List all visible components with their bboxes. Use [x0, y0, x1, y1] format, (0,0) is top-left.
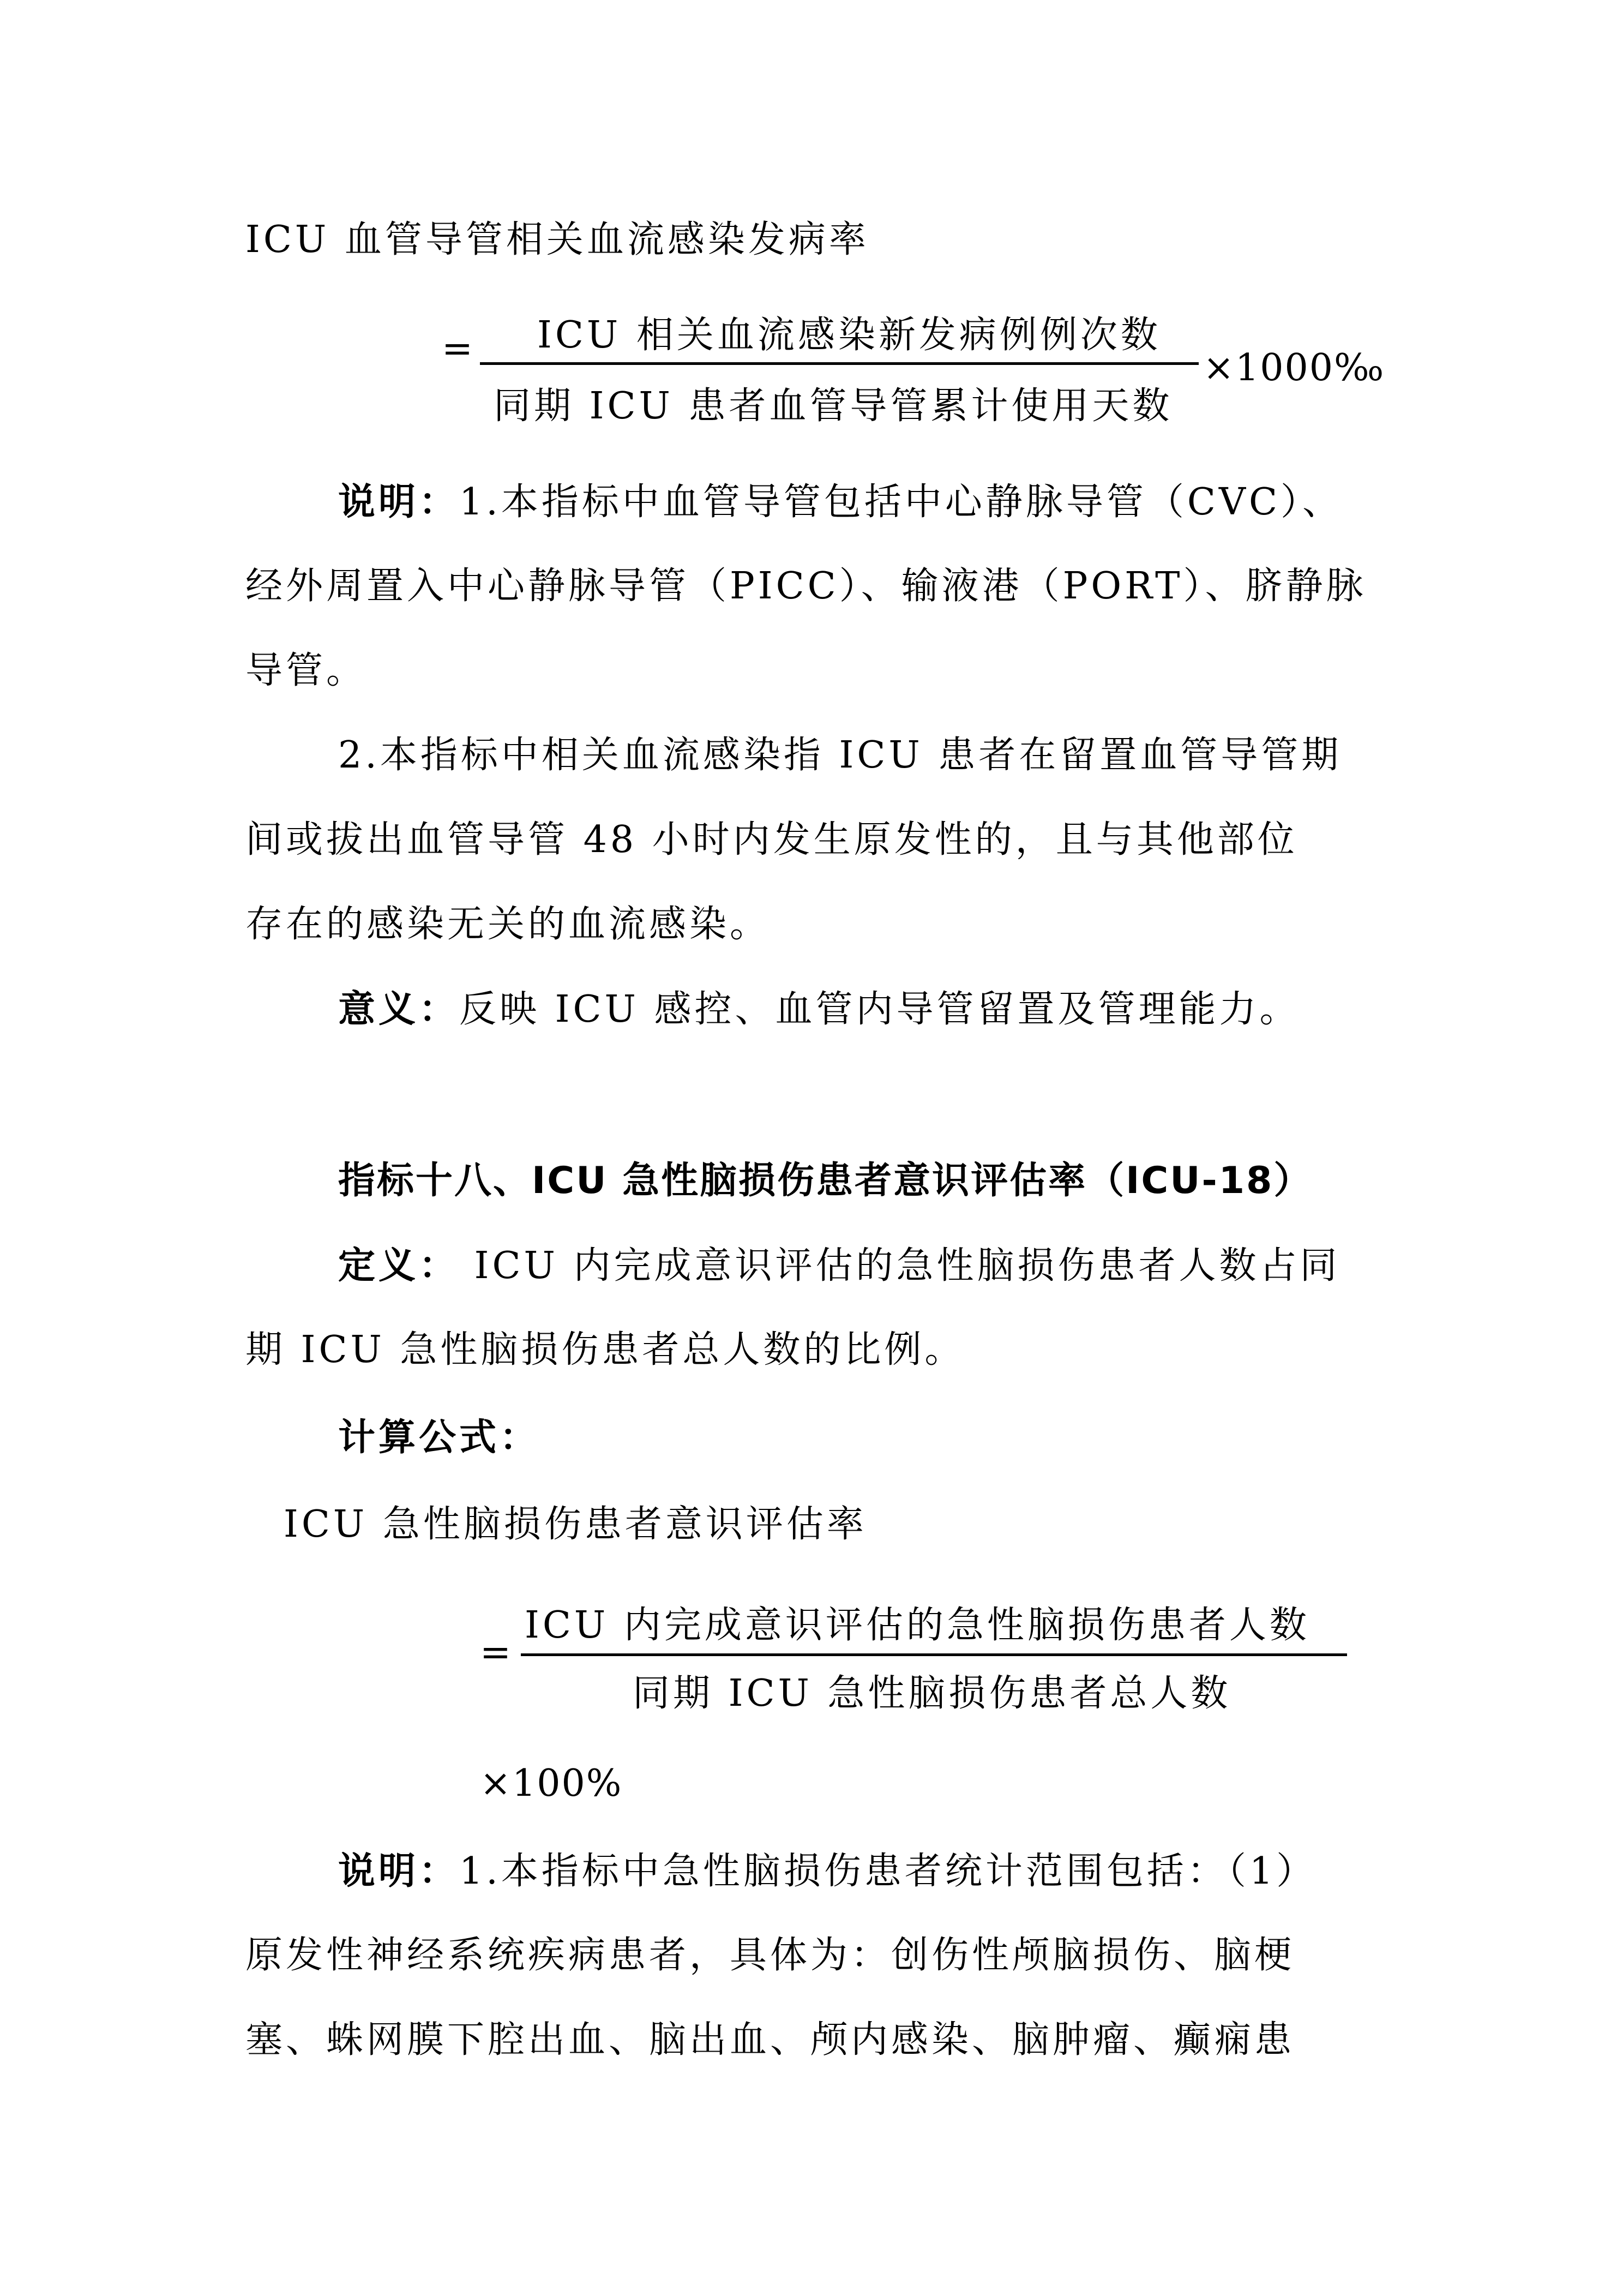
formula1-multiplier: ×1000‰ — [1203, 346, 1385, 389]
indicator18-note-line1 — [338, 1847, 1317, 1896]
indicator18-equals: = — [480, 1631, 512, 1674]
formula1-denominator: 同期 ICU 患者血管导管累计使用天数 — [494, 385, 1173, 428]
formula1-equals: = — [442, 327, 474, 370]
indicator18-multiplier: ×100% — [480, 1762, 623, 1805]
meaning1-line — [338, 985, 1300, 1034]
indicator18-definition-line1 — [338, 1241, 1340, 1291]
indicator18-formula-name: ICU 急性脑损伤患者意识评估率 — [284, 1503, 867, 1546]
note1-line1 — [338, 477, 1343, 527]
indicator18-note-line2: 原发性神经系统疾病患者，具体为：创伤性颅脑损伤、脑梗 — [245, 1934, 1295, 1977]
note1-text1: 1.本指标中血管导管包括中心静脉导管（CVC）、 — [459, 481, 1343, 524]
note1-line3: 导管。 — [245, 649, 367, 692]
indicator18-note-text1: 1.本指标中急性脑损伤患者统计范围包括：（1） — [459, 1850, 1317, 1893]
indicator18-numerator: ICU 内完成意识评估的急性脑损伤患者人数 — [525, 1604, 1310, 1647]
indicator18-definition-text1: ICU 内完成意识评估的急性脑损伤患者人数占同 — [459, 1244, 1341, 1287]
formula1-name: ICU 血管导管相关血流感染发病率 — [245, 218, 869, 261]
note1-item2-line3: 存在的感染无关的血流感染。 — [245, 903, 771, 946]
formula1-numerator: ICU 相关血流感染新发病例例次数 — [537, 314, 1161, 357]
note1-label: 说明： — [338, 480, 460, 524]
indicator18-formula-label: 计算公式： — [338, 1416, 540, 1459]
indicator18-definition-line2: 期 ICU 急性脑损伤患者总人数的比例。 — [245, 1328, 965, 1371]
note1-line2: 经外周置入中心静脉导管（PICC）、输液港（PORT）、脐静脉 — [245, 565, 1367, 608]
note1-item2-line2: 间或拔出血管导管 48 小时内发生原发性的，且与其他部位 — [245, 818, 1298, 861]
formula1-fraction-bar — [480, 362, 1199, 365]
indicator18-denominator: 同期 ICU 急性脑损伤患者总人数 — [633, 1672, 1231, 1715]
indicator18-title: 指标十八、ICU 急性脑损伤患者意识评估率（ICU-18） — [338, 1159, 1313, 1202]
note1-item2-line1: 2.本指标中相关血流感染指 ICU 患者在留置血管导管期 — [338, 734, 1342, 777]
indicator18-note-line3: 塞、蛛网膜下腔出血、脑出血、颅内感染、脑肿瘤、癫痫患 — [245, 2018, 1295, 2061]
meaning1-text: 反映 ICU 感控、血管内导管留置及管理能力。 — [459, 988, 1300, 1031]
indicator18-fraction-bar — [521, 1653, 1347, 1656]
indicator18-note-label: 说明： — [338, 1849, 460, 1893]
indicator18-definition-label: 定义： — [338, 1244, 460, 1287]
meaning1-label: 意义： — [338, 987, 460, 1031]
